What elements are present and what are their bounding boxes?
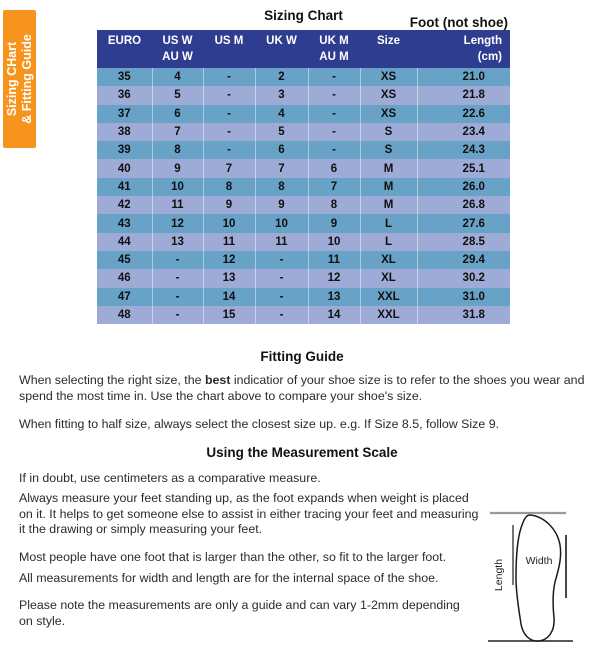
table-cell: 11	[308, 251, 360, 269]
table-cell: -	[308, 141, 360, 159]
table-cell: 6	[308, 159, 360, 177]
table-cell: 9	[152, 159, 203, 177]
table-cell: XXL	[360, 306, 417, 324]
p1-text-after: indicatior of your shoe size is to refer to the shoes you wear and spend the most time in. Use the chart above to compare your shoe's size.	[19, 373, 585, 403]
table-row	[97, 178, 510, 196]
fitting-guide-heading: Fitting Guide	[260, 349, 344, 364]
table-cell: 10	[255, 214, 308, 232]
table-row	[97, 123, 510, 141]
foot-measurement-diagram	[483, 500, 603, 655]
measurement-paragraph-2: Always measure your feet standing up, as the foot expands when weight is placed on it. It helps to get someone else to assist in either tracing your feet and measuring it the drawing or simply measuring your feet.	[19, 491, 479, 536]
table-cell: -	[255, 251, 308, 269]
table-cell: -	[203, 68, 255, 86]
measurement-scale-heading: Using the Measurement Scale	[206, 445, 398, 460]
table-cell: XS	[360, 68, 417, 86]
table-cell: -	[203, 86, 255, 104]
table-cell: -	[203, 105, 255, 123]
table-row	[97, 269, 510, 287]
table-cell: -	[308, 86, 360, 104]
measurement-paragraph-5: Please note the measurements are only a guide and can vary 1-2mm depending on style.	[19, 598, 460, 628]
table-cell: 47	[97, 288, 152, 306]
table-cell: -	[203, 123, 255, 141]
sizing-table-body	[97, 68, 510, 324]
table-cell: 48	[97, 306, 152, 324]
table-cell: 46	[97, 269, 152, 287]
table-cell: -	[152, 306, 203, 324]
table-row	[97, 214, 510, 232]
side-tab-sizing-chart	[3, 10, 36, 148]
table-cell: XL	[360, 269, 417, 287]
table-cell: 26.0	[417, 178, 510, 196]
table-cell: 12	[203, 251, 255, 269]
side-tab-line1: Sizing CHart	[4, 41, 19, 117]
fitting-guide-paragraph-1	[19, 373, 597, 404]
table-cell: 7	[308, 178, 360, 196]
table-cell: 8	[203, 178, 255, 196]
table-cell: XS	[360, 86, 417, 104]
table-cell: -	[152, 269, 203, 287]
table-cell: 10	[308, 233, 360, 251]
table-cell: 8	[152, 141, 203, 159]
table-cell: 24.3	[417, 141, 510, 159]
col-header-size: Size	[360, 30, 417, 68]
table-cell: -	[308, 105, 360, 123]
table-row	[97, 288, 510, 306]
width-label: Width	[525, 555, 553, 567]
table-cell: L	[360, 214, 417, 232]
table-cell: 38	[97, 123, 152, 141]
table-row	[97, 159, 510, 177]
table-cell: 4	[255, 105, 308, 123]
table-cell: 36	[97, 86, 152, 104]
table-cell: S	[360, 123, 417, 141]
table-row	[97, 105, 510, 123]
table-cell: 27.6	[417, 214, 510, 232]
table-cell: M	[360, 159, 417, 177]
table-cell: M	[360, 178, 417, 196]
table-cell: -	[255, 288, 308, 306]
table-cell: 6	[152, 105, 203, 123]
table-cell: 37	[97, 105, 152, 123]
table-cell: 23.4	[417, 123, 510, 141]
table-cell: 45	[97, 251, 152, 269]
table-cell: -	[308, 68, 360, 86]
col-header-ukm-aum: UK M AU M	[308, 30, 360, 68]
length-label: Length	[493, 558, 505, 592]
table-cell: 28.5	[417, 233, 510, 251]
table-cell: 7	[203, 159, 255, 177]
sizing-table-header	[97, 30, 510, 68]
table-row	[97, 306, 510, 324]
table-cell: 4	[152, 68, 203, 86]
table-cell: 26.8	[417, 196, 510, 214]
table-cell: 14	[203, 288, 255, 306]
col-header-length-cm: Length (cm)	[417, 30, 510, 68]
table-cell: 7	[255, 159, 308, 177]
table-cell: L	[360, 233, 417, 251]
table-cell: 21.0	[417, 68, 510, 86]
table-cell: 9	[255, 196, 308, 214]
table-cell: 14	[308, 306, 360, 324]
table-cell: 8	[308, 196, 360, 214]
table-cell: XS	[360, 105, 417, 123]
table-cell: -	[308, 123, 360, 141]
table-cell: 31.8	[417, 306, 510, 324]
side-tab-label	[5, 34, 35, 124]
page-title: Sizing Chart	[264, 8, 343, 23]
table-cell: 9	[203, 196, 255, 214]
table-cell: 22.6	[417, 105, 510, 123]
table-cell: 40	[97, 159, 152, 177]
table-cell: M	[360, 196, 417, 214]
foot-outline	[516, 515, 561, 641]
table-cell: 3	[255, 86, 308, 104]
table-cell: 44	[97, 233, 152, 251]
table-cell: 6	[255, 141, 308, 159]
table-row	[97, 233, 510, 251]
table-cell: -	[152, 288, 203, 306]
foot-not-shoe-label: Foot (not shoe)	[409, 15, 508, 30]
table-cell: 39	[97, 141, 152, 159]
table-cell: 13	[203, 269, 255, 287]
table-cell: 29.4	[417, 251, 510, 269]
col-header-ukw: UK W	[255, 30, 308, 68]
p1-text-before: When selecting the right size, the	[19, 373, 205, 387]
table-cell: 42	[97, 196, 152, 214]
table-cell: 12	[152, 214, 203, 232]
table-cell: 30.2	[417, 269, 510, 287]
measurement-paragraph-1: If in doubt, use centimeters as a comparative measure.	[19, 471, 321, 485]
table-cell: 7	[152, 123, 203, 141]
measurement-paragraph-3: Most people have one foot that is larger than the other, so fit to the larger foot.	[19, 550, 447, 564]
sizing-table	[97, 30, 510, 324]
table-cell: 35	[97, 68, 152, 86]
col-header-usw-auw: US W AU W	[152, 30, 203, 68]
table-cell: 13	[152, 233, 203, 251]
table-cell: 41	[97, 178, 152, 196]
table-cell: 31.0	[417, 288, 510, 306]
table-cell: -	[255, 269, 308, 287]
table-cell: 11	[152, 196, 203, 214]
table-cell: XXL	[360, 288, 417, 306]
table-cell: 11	[255, 233, 308, 251]
fitting-guide-paragraph-2: When fitting to half size, always select the closest size up. e.g. If Size 8.5, follow Size 9.	[19, 417, 500, 431]
table-cell: 13	[308, 288, 360, 306]
table-row	[97, 251, 510, 269]
table-row	[97, 141, 510, 159]
p1-bold-word: best	[204, 373, 231, 387]
col-header-usm: US M	[203, 30, 255, 68]
table-cell: 5	[255, 123, 308, 141]
table-row	[97, 196, 510, 214]
table-cell: 43	[97, 214, 152, 232]
table-cell: 10	[152, 178, 203, 196]
table-cell: 10	[203, 214, 255, 232]
table-cell: XL	[360, 251, 417, 269]
table-row	[97, 86, 510, 104]
measurement-paragraph-4: All measurements for width and length are for the internal space of the shoe.	[19, 571, 439, 585]
table-cell: -	[255, 306, 308, 324]
col-header-euro: EURO	[97, 30, 152, 68]
table-cell: -	[152, 251, 203, 269]
table-cell: S	[360, 141, 417, 159]
table-cell: 12	[308, 269, 360, 287]
table-cell: -	[203, 141, 255, 159]
table-cell: 5	[152, 86, 203, 104]
table-row	[97, 68, 510, 86]
table-cell: 2	[255, 68, 308, 86]
table-cell: 15	[203, 306, 255, 324]
table-cell: 25.1	[417, 159, 510, 177]
table-cell: 11	[203, 233, 255, 251]
table-cell: 9	[308, 214, 360, 232]
table-cell: 8	[255, 178, 308, 196]
side-tab-line2: & Fitting Guide	[19, 34, 34, 124]
table-cell: 21.8	[417, 86, 510, 104]
